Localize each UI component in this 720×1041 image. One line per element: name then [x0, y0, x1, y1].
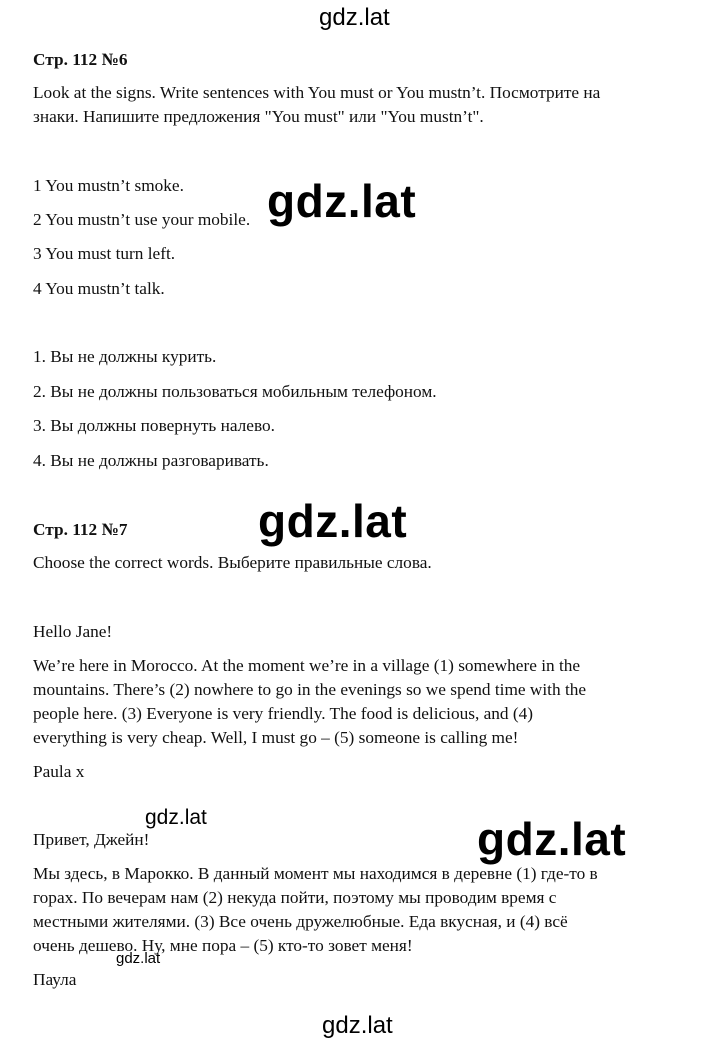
ex7-letter-en-line2: mountains. There’s (2) nowhere to go in the evenings so we spend time with the: [33, 680, 587, 699]
ex6-instruction-line1: Look at the signs. Write sentences with You must or You mustn’t. Посмотрите на: [33, 83, 601, 102]
ex6-answer-ru-4: 4. Вы не должны разговаривать.: [33, 451, 269, 470]
ex7-letter-en-line3: people here. (3) Everyone is very friendly. The food is delicious, and (4): [33, 704, 534, 723]
watermark-large-3: gdz.lat: [477, 813, 627, 865]
watermark-large-2: gdz.lat: [258, 495, 408, 547]
ex6-answer-en-4: 4 You mustn’t talk.: [33, 279, 165, 298]
ex6-answer-ru-2: 2. Вы не должны пользоваться мобильным телефоном.: [33, 382, 437, 401]
ex6-answer-ru-3: 3. Вы должны повернуть налево.: [33, 416, 275, 435]
watermark-large-1: gdz.lat: [267, 175, 417, 227]
ex7-greeting-en: Hello Jane!: [33, 622, 113, 641]
ex7-instruction: Choose the correct words. Выберите правильные слова.: [33, 553, 432, 572]
ex7-letter-en-line1: We’re here in Morocco. At the moment we’re in a village (1) somewhere in the: [33, 656, 581, 675]
watermark-top: gdz.lat: [319, 4, 390, 31]
watermark-bottom: gdz.lat: [322, 1012, 393, 1039]
ex7-letter-en-line4: everything is very cheap. Well, I must go – (5) someone is calling me!: [33, 728, 519, 747]
ex6-answer-en-1: 1 You mustn’t smoke.: [33, 176, 184, 195]
ex7-greeting-ru: Привет, Джейн!: [33, 830, 150, 849]
ex6-heading: Стр. 112 №6: [33, 50, 128, 69]
ex7-signature-ru: Паула: [33, 970, 77, 989]
watermark-small-1: gdz.lat: [145, 806, 207, 829]
ex7-signature-en: Paula x: [33, 762, 85, 781]
watermark-small-2: gdz.lat: [116, 950, 161, 967]
ex6-answer-en-3: 3 You must turn left.: [33, 244, 176, 263]
ex6-answer-en-2: 2 You mustn’t use your mobile.: [33, 210, 251, 229]
ex7-letter-ru-line2: горах. По вечерам нам (2) некуда пойти, поэтому мы проводим время с: [33, 888, 557, 907]
ex6-answer-ru-1: 1. Вы не должны курить.: [33, 347, 217, 366]
ex6-instruction-line2: знаки. Напишите предложения "You must" или "You mustn’t".: [33, 107, 484, 126]
ex7-letter-ru-line3: местными жителями. (3) Все очень дружелюбные. Еда вкусная, и (4) всё: [33, 912, 568, 931]
ex7-letter-ru-line4: очень дешево. Ну, мне пора – (5) кто-то зовет меня!: [33, 936, 413, 955]
ex7-letter-ru-line1: Мы здесь, в Марокко. В данный момент мы находимся в деревне (1) где-то в: [33, 864, 598, 883]
ex7-heading: Стр. 112 №7: [33, 520, 128, 539]
